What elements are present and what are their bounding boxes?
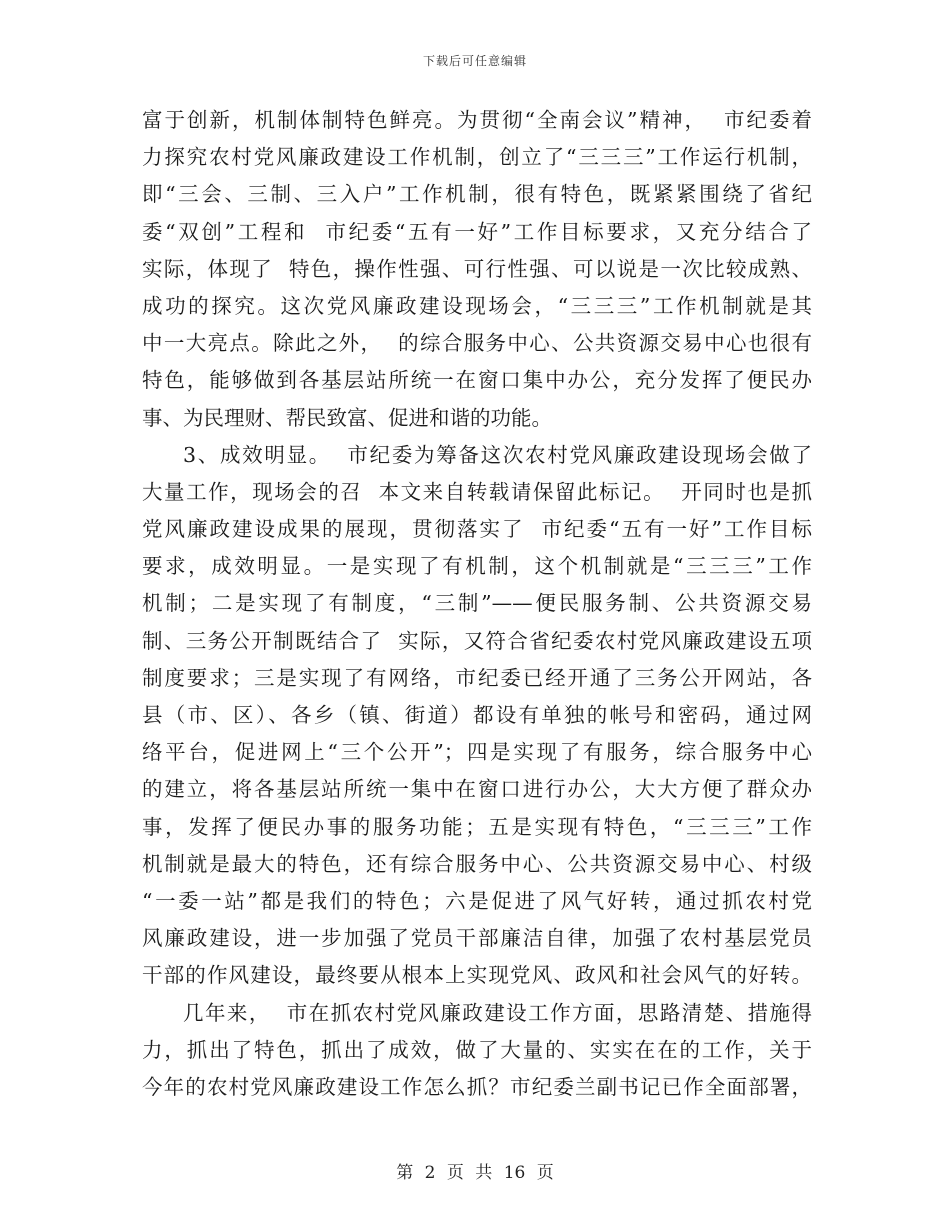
text-line: 力探究农村党风廉政建设工作机制，创立了“三三三”工作运行机制，	[142, 145, 812, 170]
text-line: 机制；二是实现了有制度，“三制”——便民服务制、公共资源交易	[142, 591, 812, 616]
footer-suffix: 页	[536, 1163, 554, 1183]
text-line: 党风廉政建设成果的展现，贯彻落实了 市纪委“五有一好”工作目标	[142, 517, 812, 542]
text-line: 大量工作，现场会的召 本文来自转载请保留此标记。 开同时也是抓	[142, 479, 812, 504]
page-footer	[0, 1158, 950, 1183]
footer-prefix: 第	[396, 1163, 414, 1183]
text-line: 要求，成效明显。一是实现了有机制，这个机制就是“三三三”工作	[142, 554, 812, 579]
text-line: 中一大亮点。除此之外， 的综合服务中心、公共资源交易中心也很有	[142, 331, 812, 356]
page-header: 下载后可任意编辑	[422, 54, 527, 68]
text-line: 3、成效明显。 市纪委为筹备这次农村党风廉政建设现场会做了	[183, 442, 812, 467]
text-line: “一委一站”都是我们的特色；六是促进了风气好转，通过抓农村党	[142, 888, 812, 913]
text-line: 制度要求；三是实现了有网络，市纪委已经开通了三务公开网站，各	[142, 665, 812, 690]
text-line: 力，抓出了特色，抓出了成效，做了大量的、实实在在的工作，关于	[142, 1037, 812, 1062]
text-line: 特色，能够做到各基层站所统一在窗口集中办公，充分发挥了便民办	[142, 368, 812, 393]
text-line: 的建立，将各基层站所统一集中在窗口进行办公，大大方便了群众办	[142, 777, 812, 802]
text-line: 制、三务公开制既结合了 实际，又符合省纪委农村党风廉政建设五项	[142, 628, 812, 653]
text-line: 干部的作风建设，最终要从根本上实现党风、政风和社会风气的好转。	[142, 963, 812, 988]
text-line: 今年的农村党风廉政建设工作怎么抓？市纪委兰副书记已作全面部署，	[142, 1074, 812, 1099]
footer-current-page: 2	[424, 1163, 436, 1183]
footer-middle: 页 共	[446, 1163, 493, 1183]
text-line: 机制就是最大的特色，还有综合服务中心、公共资源交易中心、村级	[142, 851, 812, 876]
text-line: 络平台，促进网上“三个公开”；四是实现了有服务，综合服务中心	[142, 740, 812, 765]
text-line: 县（市、区）、各乡（镇、街道）都设有单独的帐号和密码，通过网	[142, 703, 812, 727]
document-body	[142, 102, 812, 1106]
text-line: 富于创新，机制体制特色鲜亮。为贯彻“全南会议”精神， 市纪委着	[142, 108, 812, 132]
text-line: 成功的探究。这次党风廉政建设现场会，“三三三”工作机制就是其	[142, 293, 812, 318]
text-line: 事，发挥了便民办事的服务功能；五是实现有特色，“三三三”工作	[142, 814, 812, 839]
text-line: 实际，体现了 特色，操作性强、可行性强、可以说是一次比较成熟、	[142, 256, 812, 281]
footer-total-pages: 16	[503, 1163, 526, 1183]
text-line: 委“双创”工程和 市纪委“五有一好”工作目标要求，又充分结合了	[142, 219, 812, 244]
text-line: 几年来， 市在抓农村党风廉政建设工作方面，思路清楚、措施得	[183, 1000, 812, 1025]
text-line: 事、为民理财、帮民致富、促进和谐的功能。	[142, 405, 552, 430]
text-line: 即“三会、三制、三入户”工作机制，很有特色，既紧紧围绕了省纪	[142, 182, 812, 207]
text-line: 风廉政建设，进一步加强了党员干部廉洁自律，加强了农村基层党员	[142, 926, 812, 951]
